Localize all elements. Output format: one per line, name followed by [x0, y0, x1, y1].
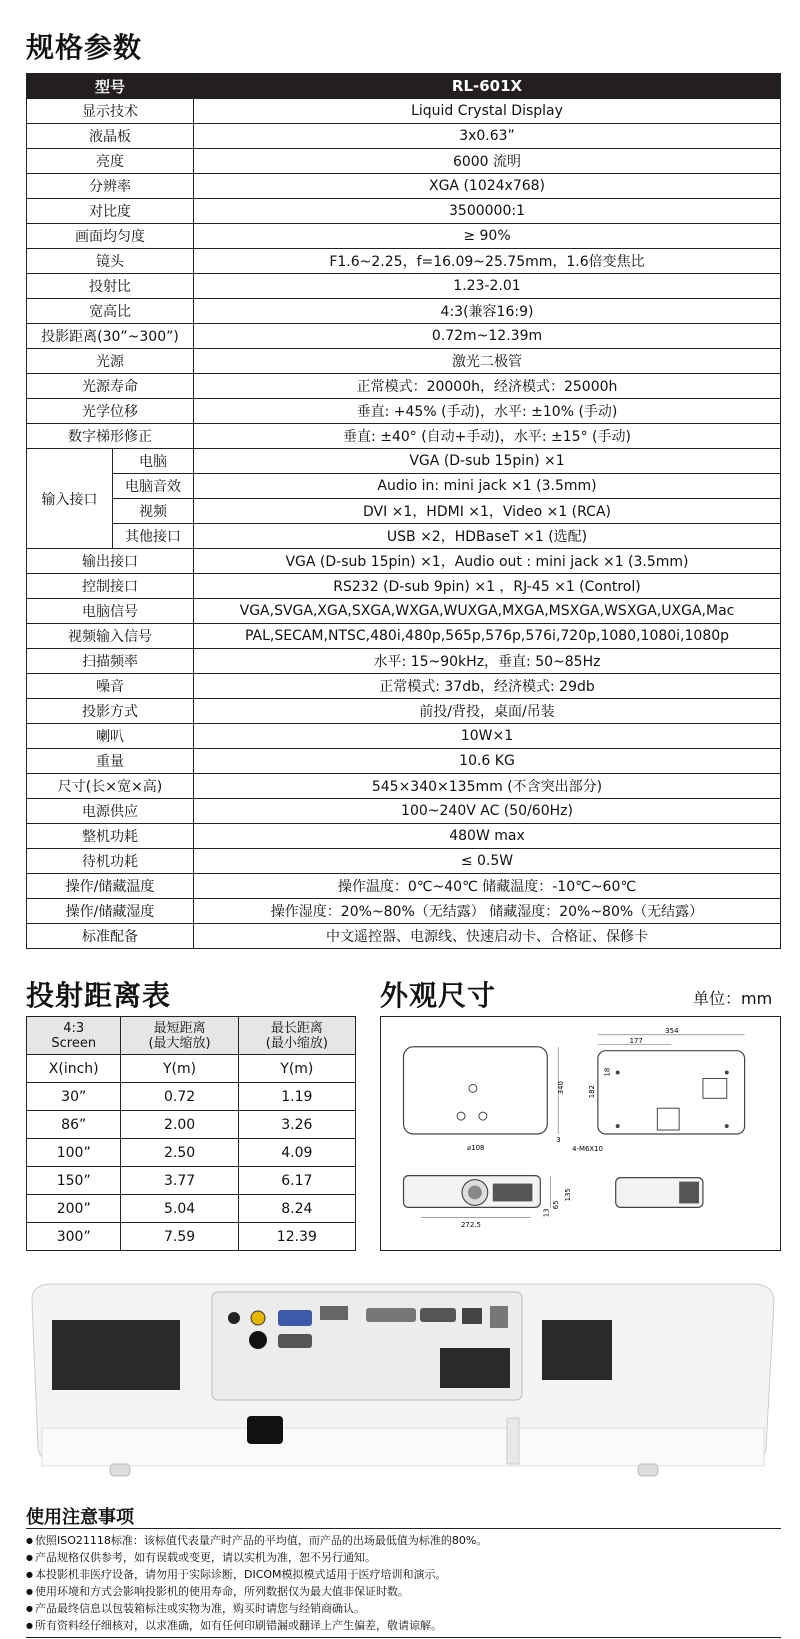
dim-13: 13: [542, 1208, 551, 1218]
screw-label: 4-M6X10: [572, 1144, 603, 1153]
throw-units-row: [27, 1055, 356, 1083]
spec-value: RS232 (D-sub 9pin) ×1 ，RJ-45 ×1 (Control): [194, 574, 781, 599]
dimension-drawing-svg: [381, 1017, 780, 1250]
throw-unit-ymin: Y(m): [121, 1055, 238, 1083]
throw-header-max-a: 最长距离: [270, 1020, 323, 1036]
left-vent: [52, 1320, 180, 1390]
rear-panel-illustration: [22, 1278, 784, 1500]
spec-value: 中文遥控器、电源线、快速启动卡、合格证、保修卡: [194, 924, 781, 949]
spec-row: [27, 299, 781, 324]
spec-key: 输出接口: [27, 549, 194, 574]
throw-cell: 200”: [27, 1195, 121, 1223]
dimension-drawing: [380, 1016, 781, 1251]
power-socket-icon: [247, 1416, 283, 1444]
spec-value: ≥ 90%: [194, 224, 781, 249]
spec-value: 10W×1: [194, 724, 781, 749]
spec-row: [27, 274, 781, 299]
unit-label: 单位：mm: [693, 989, 773, 1008]
spec-row: [27, 174, 781, 199]
spec-value: 1.23-2.01: [194, 274, 781, 299]
note-item: ● 本投影机非医疗设备，请勿用于实际诊断，DICOM模拟模式适用于医疗培训和演示。: [26, 1566, 487, 1583]
spec-value: VGA,SVGA,XGA,SXGA,WXGA,WUXGA,MXGA,MSXGA,WSXGA,UXGA,Mac: [194, 599, 781, 624]
note-item: ● 所有资料经仔细核对，以求准确，如有任何印刷错漏或翻译上产生偏差，敬请谅解。: [26, 1617, 487, 1634]
spec-subkey: 其他接口: [113, 524, 194, 549]
spec-key: 操作/储藏温度: [27, 874, 194, 899]
spec-row-input: [27, 524, 781, 549]
spec-value: F1.6~2.25，f=16.09~25.75mm，1.6倍变焦比: [194, 249, 781, 274]
dim-65: 65: [552, 1200, 561, 1210]
spec-row: [27, 599, 781, 624]
hdmi-icon: [320, 1306, 348, 1320]
rj45-icon: [462, 1308, 482, 1324]
spec-value: 正常模式：20000h，经济模式：25000h: [194, 374, 781, 399]
spec-value: 3x0.63”: [194, 124, 781, 149]
notes-bottom-divider: [26, 1637, 781, 1638]
spec-header-row: [27, 74, 781, 99]
throw-cell: 3.26: [238, 1111, 355, 1139]
spec-key: 亮度: [27, 149, 194, 174]
spec-value: DVI ×1，HDMI ×1，Video ×1 (RCA): [194, 499, 781, 524]
spec-row: [27, 549, 781, 574]
note-item: ● 产品最终信息以包装箱标注或实物为准，购买时请您与经销商确认。: [26, 1600, 487, 1617]
spec-key: 液晶板: [27, 124, 194, 149]
spec-row: [27, 749, 781, 774]
throw-unit-x: X(inch): [27, 1055, 121, 1083]
throw-cell: 2.00: [121, 1111, 238, 1139]
spec-key: 喇叭: [27, 724, 194, 749]
notes-divider: [26, 1528, 781, 1529]
spec-value: 100~240V AC (50/60Hz): [194, 799, 781, 824]
spec-row: [27, 824, 781, 849]
spec-section-title: 规格参数: [26, 31, 143, 64]
spec-value: XGA (1024x768): [194, 174, 781, 199]
spec-key: 视频输入信号: [27, 624, 194, 649]
note-item: ● 产品规格仅供参考，如有误载或变更，请以实机为准，恕不另行通知。: [26, 1549, 487, 1566]
spec-model-value: RL-601X: [194, 74, 781, 99]
right-vent: [542, 1320, 612, 1380]
spec-row: [27, 324, 781, 349]
spec-model-label: 型号: [27, 74, 194, 99]
spec-key: 重量: [27, 749, 194, 774]
spec-value: 545×340×135mm (不含突出部分): [194, 774, 781, 799]
throw-cell: 0.72: [121, 1083, 238, 1111]
rca-jack-icon: [251, 1311, 265, 1325]
spec-key: 宽高比: [27, 299, 194, 324]
dim-272-5: 272.5: [461, 1221, 481, 1230]
dim-108: ⌀108: [466, 1143, 485, 1152]
center-vent: [440, 1348, 510, 1388]
spec-row: [27, 899, 781, 924]
throw-cell: 100”: [27, 1139, 121, 1167]
spec-subkey: 电脑: [113, 449, 194, 474]
throw-header-screen-a: 4:3: [63, 1020, 85, 1036]
throw-cell: 300”: [27, 1223, 121, 1251]
spec-key: 尺寸(长×宽×高): [27, 774, 194, 799]
throw-header-max: [238, 1017, 355, 1055]
spec-key: 操作/储藏湿度: [27, 899, 194, 924]
throw-header-screen-b: Screen: [51, 1035, 97, 1051]
rear-panel-photo: [22, 1278, 784, 1500]
spec-key: 光源: [27, 349, 194, 374]
throw-header-min-a: 最短距离: [153, 1020, 206, 1036]
spec-value: 480W max: [194, 824, 781, 849]
spec-row: [27, 649, 781, 674]
spec-row: [27, 624, 781, 649]
spec-value: VGA (D-sub 15pin) ×1，Audio out : mini jack ×1 (3.5mm): [194, 549, 781, 574]
spec-value: 操作温度：0℃~40℃ 储藏温度：-10℃~60℃: [194, 874, 781, 899]
spec-table: [26, 73, 781, 949]
spec-value: 10.6 KG: [194, 749, 781, 774]
spec-row: [27, 199, 781, 224]
spec-key: 噪音: [27, 674, 194, 699]
spec-input-group-label: 输入接口: [27, 449, 113, 549]
usb-icon: [490, 1306, 508, 1328]
spec-row: [27, 849, 781, 874]
throw-cell: 150”: [27, 1167, 121, 1195]
spec-value: PAL,SECAM,NTSC,480i,480p,565p,576p,576i,720p,1080,1080i,1080p: [194, 624, 781, 649]
throw-header-row: [27, 1017, 356, 1055]
spec-row: [27, 349, 781, 374]
spec-key: 扫描频率: [27, 649, 194, 674]
spec-key: 投影距离(30”~300”): [27, 324, 194, 349]
throw-header-min-b: (最大缩放): [148, 1035, 211, 1051]
spec-value: Audio in: mini jack ×1 (3.5mm): [194, 474, 781, 499]
foot-right: [638, 1464, 658, 1476]
spec-row: [27, 149, 781, 174]
spec-value: Liquid Crystal Display: [194, 99, 781, 124]
spec-row: [27, 699, 781, 724]
spec-key: 控制接口: [27, 574, 194, 599]
spec-key: 待机功耗: [27, 849, 194, 874]
side-view-vent: [679, 1182, 699, 1204]
spec-row: [27, 249, 781, 274]
note-item: ● 依照ISO21118标准：该标值代表量产时产品的平均值，而产品的出场最低值为标准的80%。: [26, 1532, 487, 1549]
spec-row: [27, 224, 781, 249]
spec-value: 操作湿度：20%~80%（无结露） 储藏湿度：20%~80%（无结露）: [194, 899, 781, 924]
throw-row: [27, 1083, 356, 1111]
foot-left: [110, 1464, 130, 1476]
spec-key: 投影方式: [27, 699, 194, 724]
spec-key: 光学位移: [27, 399, 194, 424]
spec-subkey: 视频: [113, 499, 194, 524]
spec-row: [27, 924, 781, 949]
front-view-vent: [493, 1184, 533, 1202]
spec-value: 垂直: ±40° (自动+手动)，水平: ±15° (手动): [194, 424, 781, 449]
dvi-icon: [366, 1308, 416, 1322]
notes-title: 使用注意事项: [26, 1507, 134, 1528]
throw-row: [27, 1111, 356, 1139]
spec-key: 电源供应: [27, 799, 194, 824]
dim-18: 18: [603, 1067, 612, 1077]
dim-177: 177: [629, 1036, 643, 1045]
throw-cell: 2.50: [121, 1139, 238, 1167]
bottom-view-outline: [598, 1051, 745, 1134]
spec-value: 前投/背投，桌面/吊装: [194, 699, 781, 724]
spec-row-input: [27, 474, 781, 499]
top-view-outline: [404, 1047, 548, 1134]
spec-subkey: 电脑音效: [113, 474, 194, 499]
spec-value: ≤ 0.5W: [194, 849, 781, 874]
spec-key: 显示技术: [27, 99, 194, 124]
spec-key: 投射比: [27, 274, 194, 299]
spec-value: USB ×2，HDBaseT ×1 (选配): [194, 524, 781, 549]
spec-row: [27, 424, 781, 449]
note-item: ● 使用环境和方式会影响投影机的使用寿命，所列数据仅为最大值非保证时数。: [26, 1583, 487, 1600]
serial-icon: [420, 1308, 456, 1322]
throw-header-min: [121, 1017, 238, 1055]
vga-out-icon: [278, 1334, 312, 1348]
dim-340: 340: [557, 1081, 566, 1095]
throw-cell: 8.24: [238, 1195, 355, 1223]
spec-key: 对比度: [27, 199, 194, 224]
spec-value: 6000 流明: [194, 149, 781, 174]
spec-value: 正常模式: 37db，经济模式: 29db: [194, 674, 781, 699]
spec-key: 镜头: [27, 249, 194, 274]
spec-value: 0.72m~12.39m: [194, 324, 781, 349]
spec-row: [27, 574, 781, 599]
spec-row: [27, 799, 781, 824]
throw-section-title: 投射距离表: [26, 979, 172, 1012]
spec-key: 整机功耗: [27, 824, 194, 849]
throw-cell: 86”: [27, 1111, 121, 1139]
spec-row: [27, 374, 781, 399]
throw-cell: 30”: [27, 1083, 121, 1111]
spec-key: 电脑信号: [27, 599, 194, 624]
spec-key: 光源寿命: [27, 374, 194, 399]
dimensions-section-title: 外观尺寸: [380, 979, 497, 1012]
throw-cell: 1.19: [238, 1083, 355, 1111]
spec-key: 标准配备: [27, 924, 194, 949]
spec-row: [27, 874, 781, 899]
spec-row: [27, 99, 781, 124]
throw-row: [27, 1139, 356, 1167]
dim-182: 182: [587, 1085, 596, 1099]
throw-row: [27, 1223, 356, 1251]
spec-row: [27, 399, 781, 424]
dim-135: 135: [564, 1188, 573, 1202]
spec-row-input: [27, 449, 781, 474]
projector-lower-band: [42, 1428, 764, 1466]
spec-value: VGA (D-sub 15pin) ×1: [194, 449, 781, 474]
throw-cell: 5.04: [121, 1195, 238, 1223]
dim-3: 3: [556, 1135, 561, 1144]
throw-header-max-b: (最小缩放): [265, 1035, 328, 1051]
spec-value: 水平: 15~90kHz，垂直: 50~85Hz: [194, 649, 781, 674]
spec-row-input: [27, 499, 781, 524]
spec-row: [27, 724, 781, 749]
throw-unit-ymax: Y(m): [238, 1055, 355, 1083]
spec-key: 分辨率: [27, 174, 194, 199]
spec-key: 画面均匀度: [27, 224, 194, 249]
spec-row: [27, 674, 781, 699]
notes-list: [26, 1532, 487, 1634]
control-port-icon: [249, 1331, 267, 1349]
vga-in-icon: [278, 1310, 312, 1326]
throw-row: [27, 1167, 356, 1195]
spec-value: 4:3(兼容16:9): [194, 299, 781, 324]
throw-row: [27, 1195, 356, 1223]
audio-jack-icon: [228, 1312, 240, 1324]
throw-cell: 7.59: [121, 1223, 238, 1251]
throw-header-screen: [27, 1017, 121, 1055]
throw-cell: 3.77: [121, 1167, 238, 1195]
dim-354: 354: [665, 1026, 679, 1035]
throw-cell: 4.09: [238, 1139, 355, 1167]
spec-row: [27, 124, 781, 149]
throw-distance-table: [26, 1016, 356, 1251]
throw-cell: 12.39: [238, 1223, 355, 1251]
spec-value: 3500000:1: [194, 199, 781, 224]
throw-cell: 6.17: [238, 1167, 355, 1195]
spec-value: 激光二极管: [194, 349, 781, 374]
spec-key: 数字梯形修正: [27, 424, 194, 449]
spec-row: [27, 774, 781, 799]
spec-value: 垂直: +45% (手动)，水平: ±10% (手动): [194, 399, 781, 424]
